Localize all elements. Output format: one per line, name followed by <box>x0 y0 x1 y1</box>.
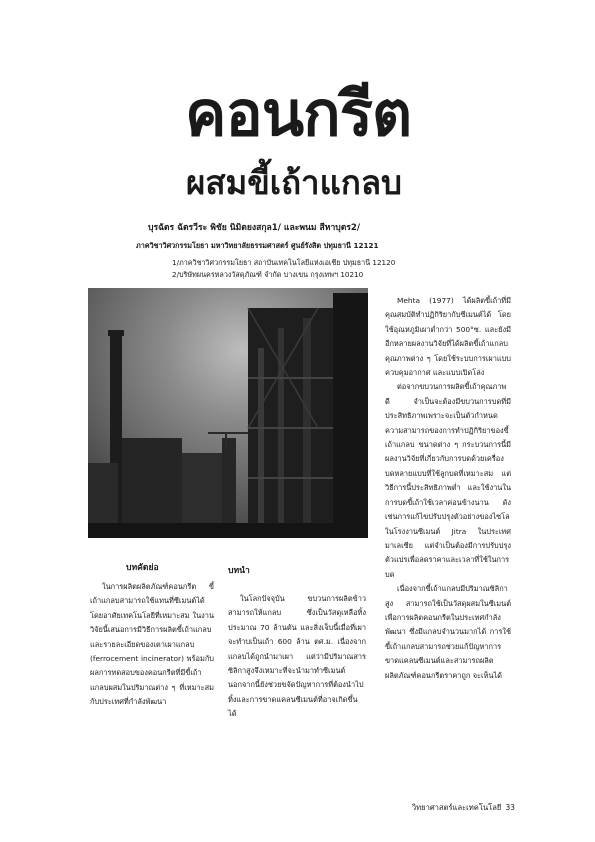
right-column <box>385 294 511 683</box>
abstract-heading: บทคัดย่อ <box>126 563 159 573</box>
article-title: คอนกรีต <box>185 77 412 150</box>
right-para-2: ต่อจากขบวนการผลิตขี้เถ้าคุณภาพดี จำเป็นจะต้องมีขบวนการบดที่มีประสิทธิภาพเพราะจะเป็นตัวกำหนดความสามารถของการทำปฏิกิริยาของขี้เถ้าแกลบ ขนาดต่าง ๆ กระบวนการนี้มีผลงานวิจัยที่เกี่ยวกับการบดด้วยเครื่องบดหลายแบบที่ใช้ลูกบดที่เหมาะสม แต่วิธีการนี้ประสิทธิภาพต่ำ และใช้งานในการบดขี้เถ้าใช้เวลาค่อนข้างนาน ดังเช่นการแก้ไขปรับปรุงตัวอย่างของไซโลในโรงงานซีเมนต์ Jitra ในประเทศมาเลเซีย แต่จำเป็นต้องมีการปรับปรุงตัวแปรเพื่อลดราคาและเวลาที่ใช้ในการบด <box>385 382 511 579</box>
affiliation-2: 2/บริษัทผนครหลวงวัสดุภัณฑ์ จำกัด บางเขน กรุงเทพฯ 10210 <box>172 270 364 279</box>
journal-name: วิทยาศาสตร์และเทคโนโลยี <box>411 803 502 812</box>
photo-illustration <box>88 288 368 538</box>
affiliation-primary: ภาควิชาวิศวกรรมโยธา มหาวิทยาลัยธรรมศาสตร์ ศูนย์รังสิต ปทุมธานี 12121 <box>136 241 379 250</box>
page-footer <box>405 803 515 813</box>
affiliation-1: 1/ภาควิชาวิศวกรรมโยธา สถาบันเทคโนโลยีแห่งเอเชีย ปทุมธานี 12120 <box>172 258 396 267</box>
abstract-column <box>90 580 214 710</box>
article-subtitle: ผสมขี้เถ้าแกลบ <box>186 163 402 202</box>
abstract-text: ในการผลิตผลิตภัณฑ์คอนกรีต ขี้เถ้าแกลบสามารถใช้แทนที่ซีเมนต์ได้ โดยอาศัยเทคโนโลยีที่เหมาะสม ในงานวิจัยนี้เสนอการมีวิธีการผลิตขี้เถ้าแกลบ และรายละเอียดของเตาเผาแกลบ (ferrocement incinerator) พร้อมกับผลการทดสอบของคอนกรีตที่มีขี้เถ้าแกลบผสมในปริมาณต่าง ๆ ที่เหมาะสมกับประเทศที่กำลังพัฒนา <box>90 582 214 707</box>
right-para-3: เนื่องจากขี้เถ้าแกลบมีปริมาณซิลิกาสูง สามารถใช้เป็นวัสดุผสมในซีเมนต์เพื่อการผลิตคอนกรีตในประเทศกำลังพัฒนา ซึ่งมีแกลบจำนวนมากได้ การใช้ขี้เถ้าแกลบสามารถช่วยแก้ปัญหาการขาดแคลนซีเมนต์และสามารถผลิตผลิตภัณฑ์คอนกรีตราคาถูก จะเห็นได้ <box>385 584 511 680</box>
intro-text: ในโลกปัจจุบัน ขบวนการผลิตข้าวสามารถให้แกลบ ซึ่งเป็นวัสดุเหลือทิ้งประมาณ 70 ล้านตัน และสิ่งเจ็บนี้เมื่อที่เผาจะทำบเป็นเถ้า 600 ล้าน ตศ.ม. เนื่องจากแกลบได้ถูกนำมาเผา แต่ว่ามีปริมาณสารซิลิกาสูงจึงเหมาะที่จะนำมาทำซีเมนต์ นอกจากนี้ยังช่วยขจัดปัญหาการที่ต้องนำไปทิ้งและการขาดแคลนซีเมนต์ที่อาจเกิดขึ้นได้ <box>228 594 366 719</box>
intro-heading: บทนำ <box>228 566 250 576</box>
factory-chimney-photo <box>88 288 368 538</box>
right-para-1: Mehta (1977) ได้ผลิตขี้เถ้าที่มีคุณสมบัติทำปฏิกิริยากับซีเมนต์ได้ โดยใช้อุณหภูมิเผาต่ำกว่า 500°ซ. และยังมีอีกหลายผลงานวิจัยที่ได้ผลิตขี้เถ้าแกลบคุณภาพต่าง ๆ โดยใช้ระบบการเผาแบบควบคุมอากาศ และแบบเปิดโล่ง <box>385 296 511 378</box>
page-number: 33 <box>505 803 515 812</box>
intro-column <box>228 580 366 722</box>
author-list: บุรฉัตร ฉัตรวีระ พิชัย นิมิตยงสกุล1/ และพนม สีหาบุตร2/ <box>148 223 361 233</box>
